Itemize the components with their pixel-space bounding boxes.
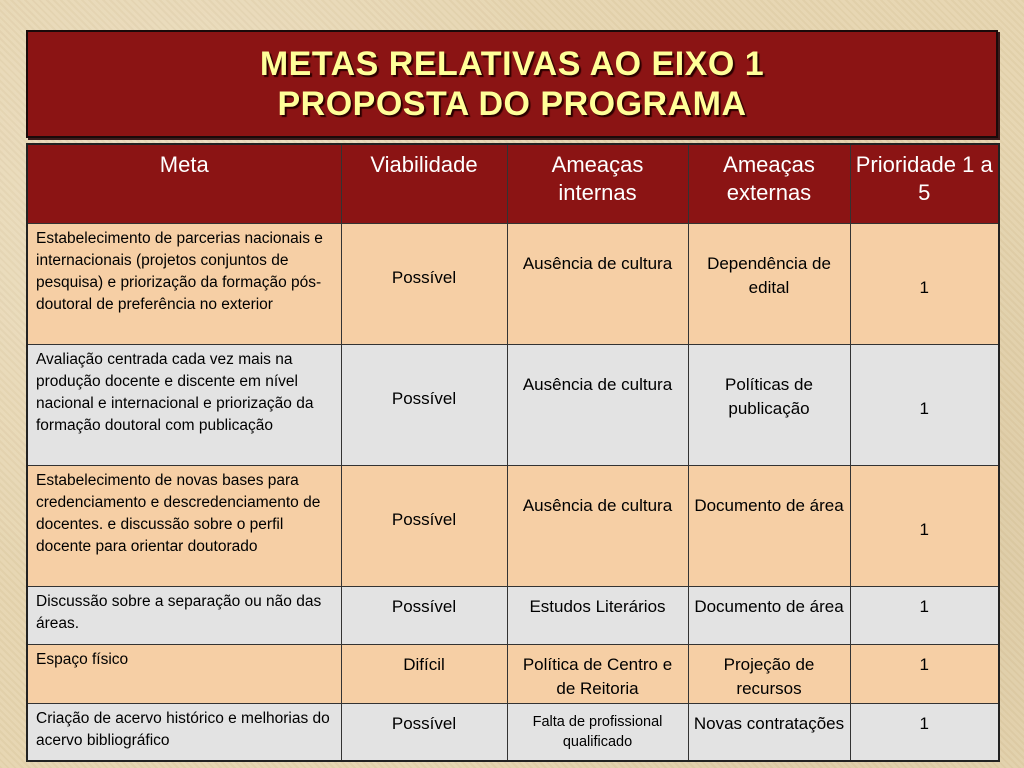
meta-cell: Espaço físico	[27, 645, 341, 704]
prioridade-cell: 1	[850, 587, 999, 645]
header-viabilidade: Viabilidade	[341, 144, 507, 224]
ameacas-externas-cell: Projeção de recursos	[688, 645, 850, 704]
meta-cell: Discussão sobre a separação ou não das áreas.	[27, 587, 341, 645]
header-ameacas-externas: Ameaças externas	[688, 144, 850, 224]
meta-cell: Criação de acervo histórico e melhorias do acervo bibliográfico	[27, 704, 341, 761]
header-meta: Meta	[27, 144, 341, 224]
ameacas-externas-cell: Dependência de edital	[688, 224, 850, 345]
title-line-1: METAS RELATIVAS AO EIXO 1	[259, 45, 765, 83]
viabilidade-cell: Possível	[341, 466, 507, 587]
header-prioridade: Prioridade 1 a 5	[850, 144, 999, 224]
viabilidade-cell: Possível	[341, 704, 507, 761]
table-header-row	[27, 144, 999, 224]
meta-cell: Estabelecimento de parcerias nacionais e internacionais (projetos conjuntos de pesquisa) e priorização da formação pós-doutoral de preferência no exterior	[27, 224, 341, 345]
meta-cell: Avaliação centrada cada vez mais na produção docente e discente em nível nacional e internacional e priorização da formação doutoral com publicação	[27, 345, 341, 466]
viabilidade-cell: Possível	[341, 587, 507, 645]
metas-table	[26, 143, 1000, 762]
table-row	[27, 587, 999, 645]
ameacas-externas-cell: Políticas de publicação	[688, 345, 850, 466]
meta-cell: Estabelecimento de novas bases para credenciamento e descredenciamento de docentes. e discussão sobre o perfil docente para orientar doutorado	[27, 466, 341, 587]
ameacas-externas-cell: Novas contratações	[688, 704, 850, 761]
viabilidade-cell: Possível	[341, 345, 507, 466]
prioridade-cell: 1	[850, 224, 999, 345]
prioridade-cell: 1	[850, 466, 999, 587]
viabilidade-cell: Possível	[341, 224, 507, 345]
prioridade-cell: 1	[850, 645, 999, 704]
ameacas-internas-cell: Política de Centro e de Reitoria	[507, 645, 688, 704]
prioridade-cell: 1	[850, 345, 999, 466]
ameacas-internas-cell: Ausência de cultura	[507, 224, 688, 345]
ameacas-internas-cell: Falta de profissional qualificado	[507, 704, 688, 761]
title-line-2: PROPOSTA DO PROGRAMA	[277, 85, 747, 123]
ameacas-internas-cell: Ausência de cultura	[507, 466, 688, 587]
ameacas-internas-cell: Estudos Literários	[507, 587, 688, 645]
ameacas-internas-cell: Ausência de cultura	[507, 345, 688, 466]
table-row	[27, 224, 999, 345]
title-banner	[26, 30, 998, 138]
table-row	[27, 345, 999, 466]
viabilidade-cell: Difícil	[341, 645, 507, 704]
table-row	[27, 645, 999, 704]
header-ameacas-internas: Ameaças internas	[507, 144, 688, 224]
prioridade-cell: 1	[850, 704, 999, 761]
ameacas-externas-cell: Documento de área	[688, 587, 850, 645]
table-row	[27, 466, 999, 587]
table-row	[27, 704, 999, 761]
ameacas-externas-cell: Documento de área	[688, 466, 850, 587]
